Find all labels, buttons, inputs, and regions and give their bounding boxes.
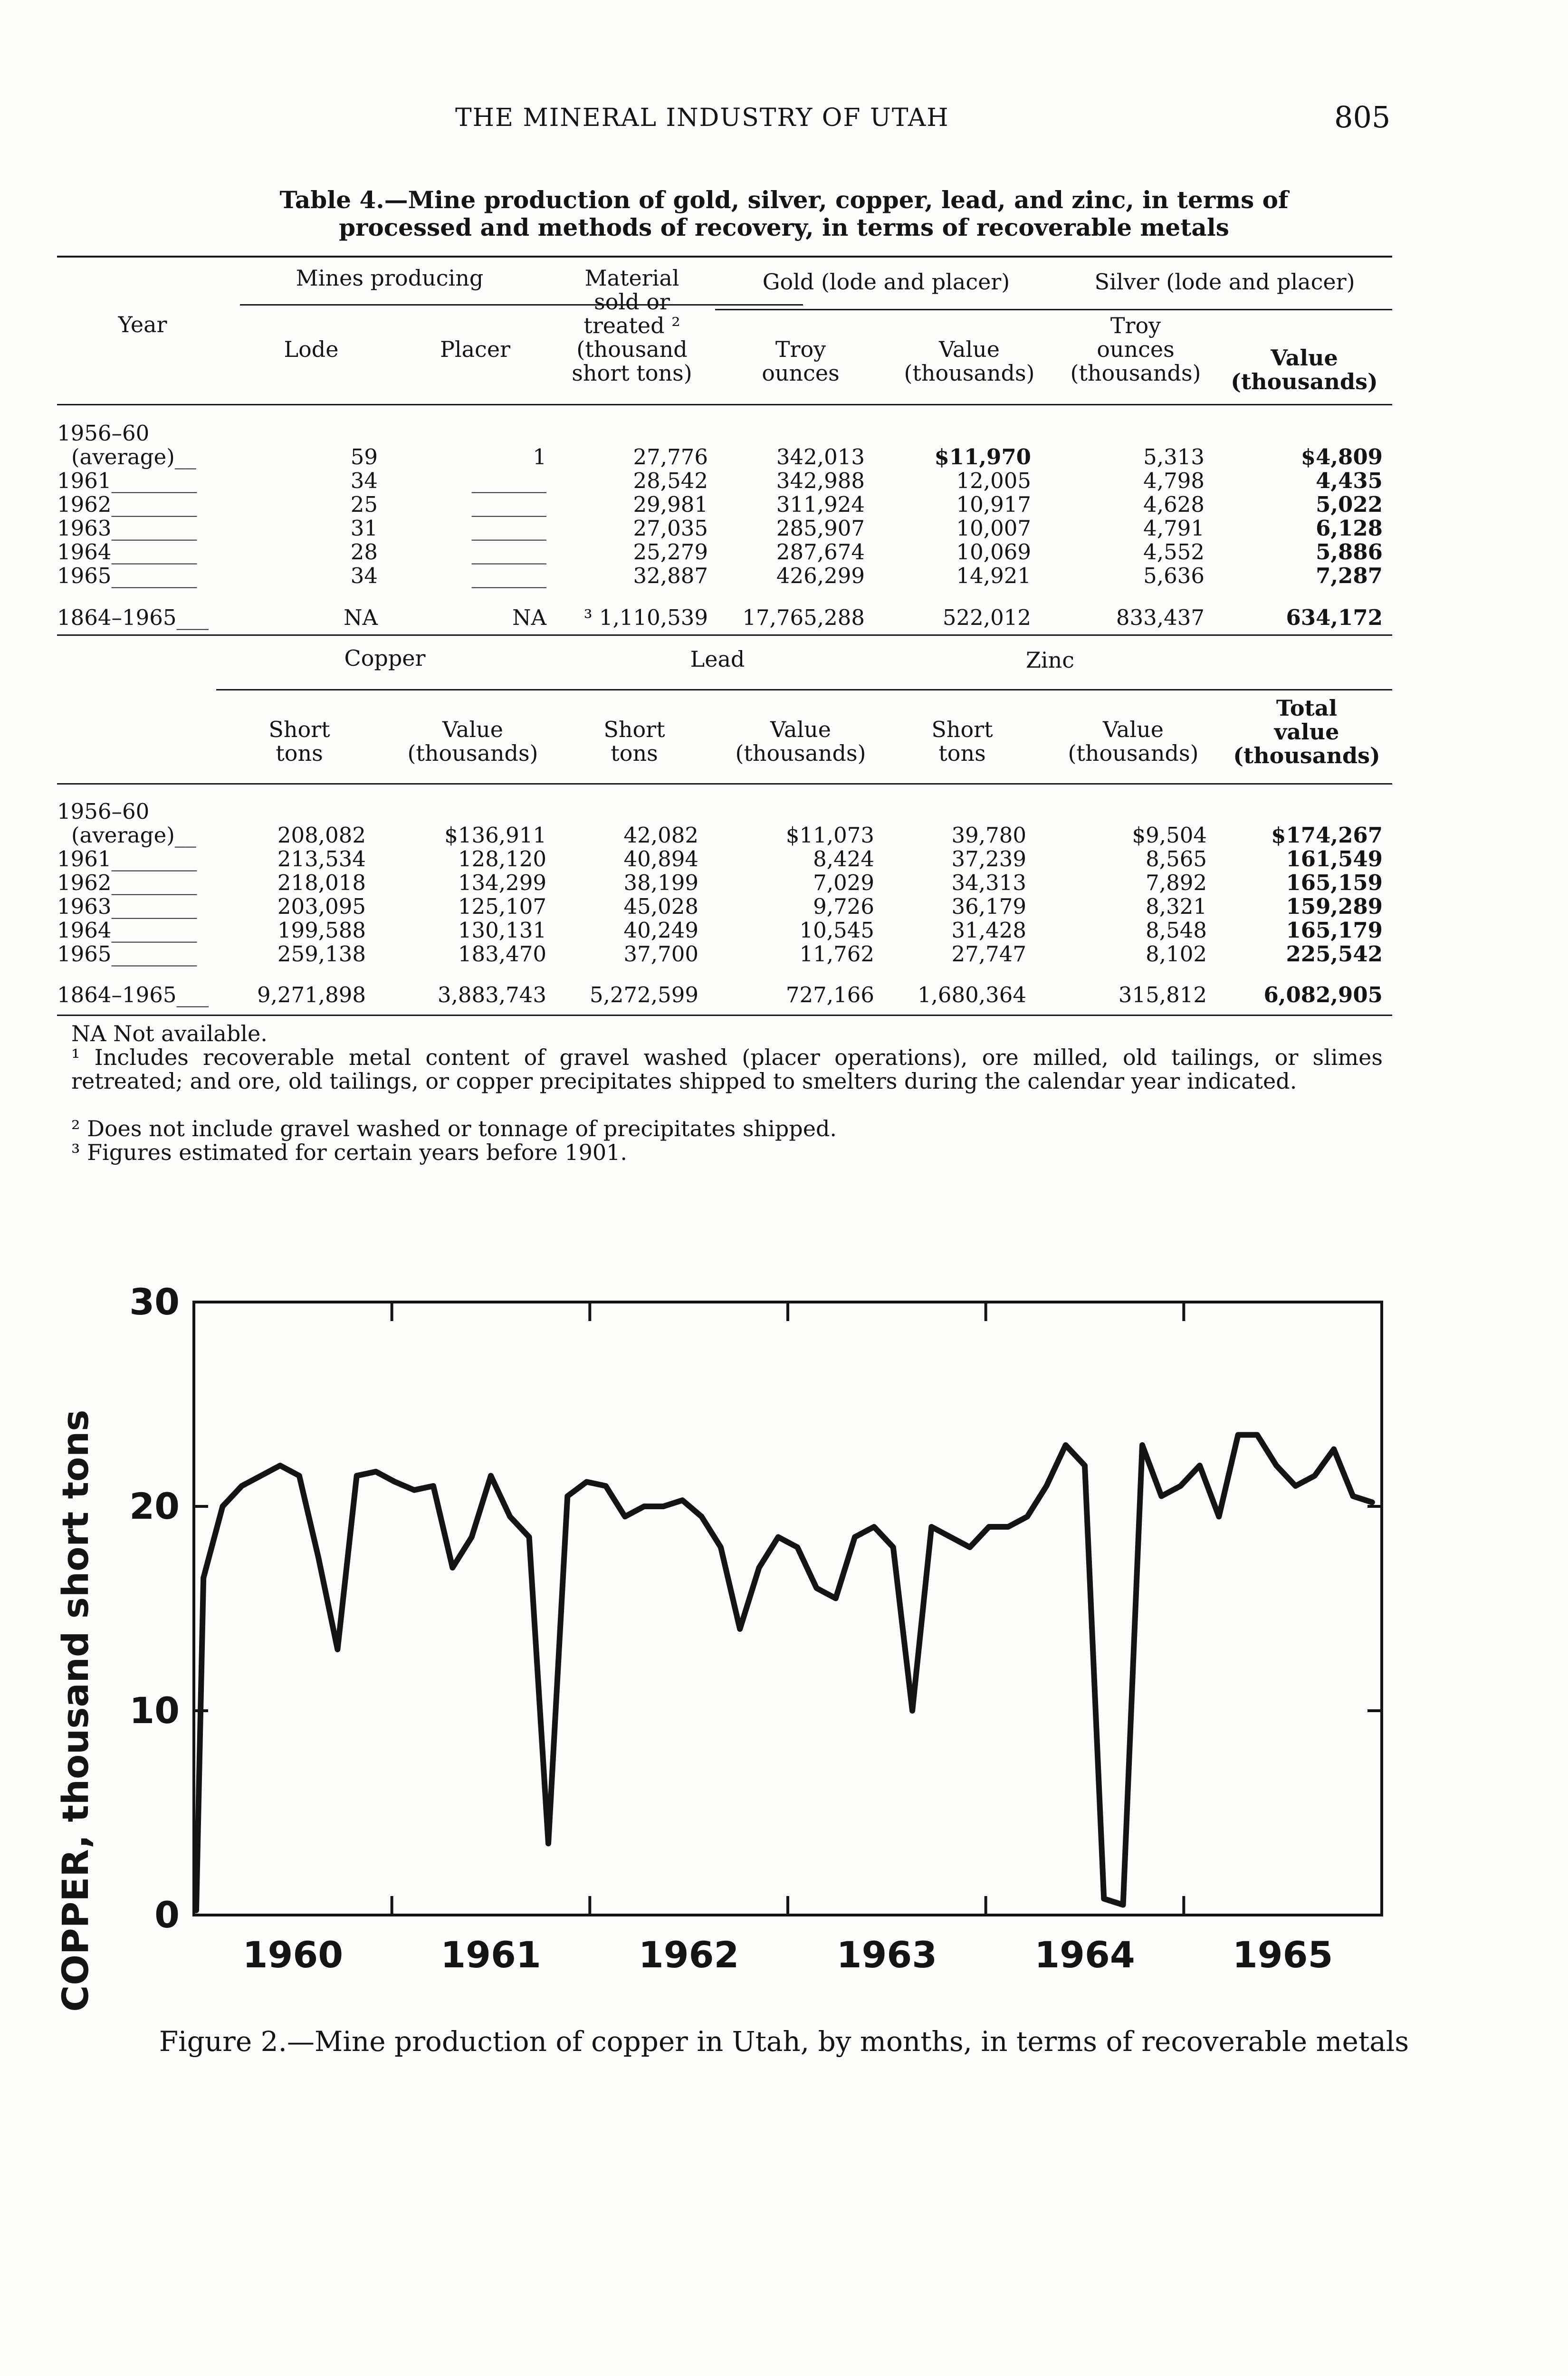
table2-subheader-cu_v	[390, 718, 556, 765]
gold-value-header: Value (thousands)	[904, 336, 1035, 386]
copper-data-point	[565, 1494, 570, 1499]
table-cell: 12,005	[956, 468, 1031, 493]
figure-caption: Figure 2.—Mine production of copper in Utah, by months, in terms of recoverable metals	[159, 2025, 1409, 2058]
copper-data-point	[1121, 1903, 1126, 1907]
table-cell: 5,022	[1316, 492, 1383, 517]
table-cell: 342,988	[776, 468, 865, 493]
copper-data-point	[335, 1647, 340, 1652]
table2-cell: 203,095	[277, 894, 366, 919]
footnote-na: NA Not available.	[71, 1021, 268, 1046]
copper-data-point	[1178, 1484, 1183, 1488]
copper-data-point	[1216, 1514, 1221, 1519]
table2-total-cell: 1,680,364	[917, 982, 1026, 1007]
table2-cell: 161,549	[1286, 846, 1383, 872]
table2-cell: 34,313	[951, 870, 1026, 895]
table2-cell: 11,762	[799, 941, 874, 967]
y-tick-label: 20	[129, 1485, 180, 1527]
copper-data-point	[373, 1469, 378, 1474]
running-head: THE MINERAL INDUSTRY OF UTAH	[455, 104, 949, 132]
copper-data-point	[450, 1565, 455, 1570]
table-total-cell: 634,172	[1286, 605, 1383, 630]
copper-data-point	[527, 1535, 532, 1540]
table-cell: 34	[350, 468, 378, 493]
table-cell: _______	[471, 468, 546, 493]
copper-data-point	[412, 1488, 417, 1493]
rule-under-part2-groups	[216, 689, 1392, 690]
table2-total-cell: 6,082,905	[1263, 982, 1383, 1007]
copper-data-point	[642, 1504, 647, 1509]
table-cell: 6,128	[1316, 516, 1383, 541]
table2-cell: 45,028	[623, 894, 698, 919]
table2-row-year: 1961________	[57, 846, 197, 872]
table2-cell: 259,138	[277, 941, 366, 967]
subheader-line: tons	[276, 740, 323, 766]
table-cell: 287,674	[776, 539, 865, 565]
copper-chart-svg	[0, 1236, 1568, 2043]
table-total-cell: 17,765,288	[742, 605, 865, 630]
table-cell: 29,981	[633, 492, 708, 517]
table-total-cell: NA	[512, 605, 546, 630]
table-cell: 4,628	[1143, 492, 1205, 517]
table-caption-line1: Table 4.—Mine production of gold, silver, copper, lead, and zinc, in terms of	[279, 186, 1289, 214]
table2-cell: 183,470	[458, 941, 546, 967]
x-tick-label: 1960	[242, 1934, 344, 1976]
table2-subheader-zn_v	[1050, 718, 1216, 765]
table2-cell: 134,299	[458, 870, 546, 895]
copper-data-point	[1197, 1463, 1202, 1468]
subheader-line: Value	[770, 717, 831, 742]
table2-row-year: 1965________	[57, 941, 197, 967]
table-cell: 31	[350, 516, 378, 541]
copper-data-point	[488, 1474, 493, 1478]
table-cell: 27,776	[633, 444, 708, 469]
copper-data-point	[1044, 1484, 1049, 1488]
copper-header: Copper	[344, 645, 426, 671]
copper-data-point	[1331, 1447, 1336, 1452]
table-cell: 28	[350, 539, 378, 565]
silver-value-header: Value (thousands)	[1231, 345, 1378, 394]
copper-data-point	[584, 1479, 589, 1484]
copper-data-point	[795, 1545, 800, 1550]
table2-row-year: 1964________	[57, 918, 197, 943]
copper-data-point	[699, 1514, 704, 1519]
table2-bottom-rule	[57, 1015, 1392, 1016]
copper-data-point	[661, 1504, 666, 1509]
table-total-year: 1864–1965___	[57, 605, 209, 630]
table2-cell: 10,545	[799, 918, 874, 943]
copper-data-point	[757, 1565, 762, 1570]
table2-cell: 165,179	[1286, 918, 1383, 943]
copper-data-point	[546, 1841, 551, 1846]
table2-cell: $11,073	[785, 823, 874, 848]
table2-cell: 8,424	[813, 846, 874, 872]
copper-data-point	[277, 1463, 282, 1468]
copper-data-point	[986, 1524, 991, 1529]
table2-cell: 125,107	[458, 894, 546, 919]
table2-row-year: 1962________	[57, 870, 197, 895]
table2-cell: 42,082	[623, 823, 698, 848]
copper-data-point	[201, 1576, 206, 1581]
table-cell: 426,299	[776, 563, 865, 588]
table-row-year: 1963________	[57, 516, 197, 541]
copper-data-point	[392, 1479, 397, 1484]
subheader-line: Value	[1103, 717, 1164, 742]
rule-under-metals	[715, 309, 1392, 310]
table2-row-year-sub: (average)__	[71, 823, 196, 848]
table-cell: 311,924	[776, 492, 865, 517]
copper-data-point	[1274, 1463, 1279, 1468]
copper-data-point	[220, 1504, 225, 1509]
table-rule-top	[57, 256, 1392, 258]
table-cell: $11,970	[934, 444, 1031, 469]
gold-header: Gold (lode and placer)	[762, 269, 1010, 295]
lead-header: Lead	[690, 646, 745, 672]
table2-cell: 199,588	[277, 918, 366, 943]
table2-cell: 7,029	[813, 870, 874, 895]
copper-data-point	[1063, 1443, 1068, 1447]
x-tick-label: 1963	[836, 1934, 937, 1976]
table2-total-cell: 9,271,898	[257, 982, 366, 1007]
table-cell: $4,809	[1300, 444, 1383, 469]
table2-subheader-cu_t	[223, 718, 375, 765]
table-cell: 4,435	[1316, 468, 1383, 493]
table2-cell: 8,548	[1146, 918, 1207, 943]
table2-cell: 8,321	[1146, 894, 1207, 919]
copper-data-point	[603, 1484, 608, 1488]
table2-cell: 36,179	[951, 894, 1026, 919]
table-header-rule	[57, 404, 1392, 405]
copper-data-point	[1312, 1474, 1317, 1478]
mines-producing-header: Mines producing	[296, 265, 484, 291]
table2-total-cell: 315,812	[1118, 982, 1207, 1007]
table2-cell: $174,267	[1271, 823, 1383, 848]
silver-header: Silver (lode and placer)	[1094, 269, 1355, 295]
copper-data-point	[1236, 1433, 1241, 1437]
table2-cell: 40,249	[623, 918, 698, 943]
copper-data-point	[680, 1498, 685, 1503]
col-year-header: Year	[118, 312, 167, 337]
copper-chart	[0, 1236, 1568, 2043]
table-cell: 5,636	[1143, 563, 1205, 588]
subheader-line: Value	[442, 717, 503, 742]
table-row-year: 1965________	[57, 563, 197, 588]
copper-data-point	[297, 1474, 302, 1478]
gold-troy-header: Troy ounces	[762, 336, 840, 386]
table-cell: 10,917	[956, 492, 1031, 517]
subheader-line: (thousands)	[735, 740, 866, 766]
table-cell: 4,552	[1143, 539, 1205, 565]
table-total-cell: 833,437	[1116, 605, 1205, 630]
footnote-2: ² Does not include gravel washed or tonnage of precipitates shipped.	[71, 1116, 837, 1141]
table-total-cell: 522,012	[942, 605, 1031, 630]
table2-subheader-total	[1221, 696, 1392, 767]
lode-header: Lode	[284, 336, 339, 362]
table2-cell: $136,911	[444, 823, 546, 848]
y-tick-label: 10	[129, 1689, 180, 1732]
copper-data-point	[776, 1535, 781, 1540]
table-cell: 285,907	[776, 516, 865, 541]
table-cell: 5,313	[1143, 444, 1205, 469]
copper-data-point	[737, 1627, 742, 1631]
table2-cell: 7,892	[1146, 870, 1207, 895]
copper-data-point	[239, 1484, 244, 1488]
footnote-1: ¹ Includes recoverable metal content of gravel washed (placer operations), ore milled, old tailings, or slimes retreated; and ore, old tailings, or copper precipitates shipped to smelters during the calendar year indicated.	[71, 1044, 1383, 1094]
subheader-line: (thousands)	[1068, 740, 1199, 766]
copper-data-point	[967, 1545, 972, 1550]
copper-data-point	[507, 1514, 512, 1519]
table-total-cell: ³ 1,110,539	[583, 605, 708, 630]
footnote-3: ³ Figures estimated for certain years before 1901.	[71, 1140, 627, 1165]
chart-frame	[194, 1302, 1382, 1915]
subheader-line: (thousands)	[1233, 743, 1380, 768]
table-caption-line2: processed and methods of recovery, in terms of recoverable metals	[339, 213, 1229, 241]
table-cell: 28,542	[633, 468, 708, 493]
copper-data-point	[852, 1535, 857, 1540]
table2-cell: 38,199	[623, 870, 698, 895]
y-tick-label: 30	[129, 1281, 180, 1323]
table2-cell: 213,534	[277, 846, 366, 872]
table2-row-year: 1963________	[57, 894, 197, 919]
table-row-year-sub: (average)__	[71, 444, 196, 469]
silver-troy-header: Troy ounces (thousands)	[1070, 313, 1201, 386]
table-cell: 5,886	[1316, 539, 1383, 565]
table2-cell: 165,159	[1286, 870, 1383, 895]
table-row-year: 1956–60	[57, 421, 150, 446]
table-cell: 27,035	[633, 516, 708, 541]
table-row-year: 1964________	[57, 539, 197, 565]
x-tick-label: 1964	[1034, 1934, 1135, 1976]
x-tick-label: 1961	[440, 1934, 541, 1976]
copper-data-point	[354, 1474, 359, 1478]
subheader-line: Total	[1276, 695, 1338, 721]
table-cell: 342,013	[776, 444, 865, 469]
subheader-line: Short	[931, 717, 993, 742]
table-cell: 32,887	[633, 563, 708, 588]
copper-data-point	[833, 1596, 838, 1601]
table2-cell: $9,504	[1132, 823, 1207, 848]
table2-cell: 27,747	[951, 941, 1026, 967]
table2-cell: 37,239	[951, 846, 1026, 872]
x-tick-label: 1965	[1232, 1934, 1333, 1976]
copper-data-point	[469, 1535, 474, 1540]
table-cell: 4,791	[1143, 516, 1205, 541]
table-cell: 10,007	[956, 516, 1031, 541]
copper-data-point	[871, 1524, 876, 1529]
subheader-line: value	[1274, 719, 1339, 745]
table-cell: 10,069	[956, 539, 1031, 565]
copper-data-point	[431, 1484, 436, 1488]
y-tick-label: 0	[154, 1894, 180, 1936]
placer-header: Placer	[440, 336, 511, 362]
table2-cell: 225,542	[1286, 941, 1383, 967]
table-cell: _______	[471, 563, 546, 588]
x-tick-label: 1962	[638, 1934, 739, 1976]
copper-data-point	[1351, 1494, 1356, 1499]
subheader-line: Short	[603, 717, 665, 742]
table2-cell: 40,894	[623, 846, 698, 872]
rule-under-mines	[240, 304, 803, 306]
copper-data-point	[948, 1535, 953, 1540]
table-cell: 4,798	[1143, 468, 1205, 493]
copper-data-point	[1140, 1443, 1145, 1447]
copper-data-point	[1101, 1897, 1106, 1901]
table-cell: 7,287	[1316, 563, 1383, 588]
table1-bottom-rule	[57, 634, 1392, 636]
table-row-year: 1962________	[57, 492, 197, 517]
copper-data-point	[910, 1708, 915, 1713]
material-header: Material sold or treated ² (thousand short tons)	[572, 265, 692, 386]
copper-data-point	[258, 1474, 263, 1478]
table2-cell: 8,102	[1146, 941, 1207, 967]
table-cell: 14,921	[956, 563, 1031, 588]
subheader-line: tons	[611, 740, 658, 766]
copper-data-point	[1293, 1484, 1298, 1488]
table2-subheader-pb_t	[561, 718, 708, 765]
copper-data-point	[316, 1555, 321, 1560]
table2-total-cell: 3,883,743	[437, 982, 546, 1007]
copper-data-point	[814, 1586, 819, 1590]
table2-cell: 39,780	[951, 823, 1026, 848]
table2-cell: 9,726	[813, 894, 874, 919]
chart-ylabel: COPPER, thousand short tons	[54, 1409, 96, 2012]
table2-cell: 159,289	[1286, 894, 1383, 919]
copper-data-point	[1082, 1463, 1087, 1468]
table-cell: _______	[471, 539, 546, 565]
table2-total-cell: 727,166	[785, 982, 874, 1007]
table2-cell: 8,565	[1146, 846, 1207, 872]
table-cell: _______	[471, 516, 546, 541]
table2-cell: 31,428	[951, 918, 1026, 943]
copper-data-point	[622, 1514, 627, 1519]
copper-data-point	[891, 1545, 896, 1550]
copper-series-line	[203, 1435, 1372, 1905]
subheader-line: tons	[938, 740, 986, 766]
copper-data-point	[1159, 1494, 1164, 1499]
table2-row-year: 1956–60	[57, 799, 150, 824]
table2-total-cell: 5,272,599	[589, 982, 698, 1007]
table-cell: 34	[350, 563, 378, 588]
copper-data-point	[929, 1524, 934, 1529]
subheader-line: (thousands)	[407, 740, 538, 766]
copper-data-point	[1025, 1514, 1030, 1519]
table-cell: 25	[350, 492, 378, 517]
table2-header-rule	[57, 783, 1392, 785]
table-cell: _______	[471, 492, 546, 517]
table2-cell: 218,018	[277, 870, 366, 895]
table2-cell: 128,120	[458, 846, 546, 872]
table2-cell: 208,082	[277, 823, 366, 848]
table-cell: 59	[350, 444, 378, 469]
table2-subheader-pb_v	[717, 718, 884, 765]
copper-data-point	[1006, 1524, 1011, 1529]
table-cell: 1	[533, 444, 546, 469]
subheader-line: Short	[268, 717, 330, 742]
copper-data-point	[718, 1545, 723, 1550]
copper-data-point	[1370, 1500, 1375, 1504]
copper-data-point	[1255, 1433, 1260, 1437]
table2-subheader-zn_t	[889, 718, 1036, 765]
zinc-header: Zinc	[1025, 647, 1075, 673]
table-cell: 25,279	[633, 539, 708, 565]
table2-cell: 130,131	[458, 918, 546, 943]
copper-series-leadin	[196, 1578, 203, 1911]
table-total-cell: NA	[344, 605, 378, 630]
table-row-year: 1961________	[57, 468, 197, 493]
table2-cell: 37,700	[623, 941, 698, 967]
table2-total-year: 1864–1965___	[57, 982, 209, 1007]
page-number: 805	[1334, 100, 1391, 134]
